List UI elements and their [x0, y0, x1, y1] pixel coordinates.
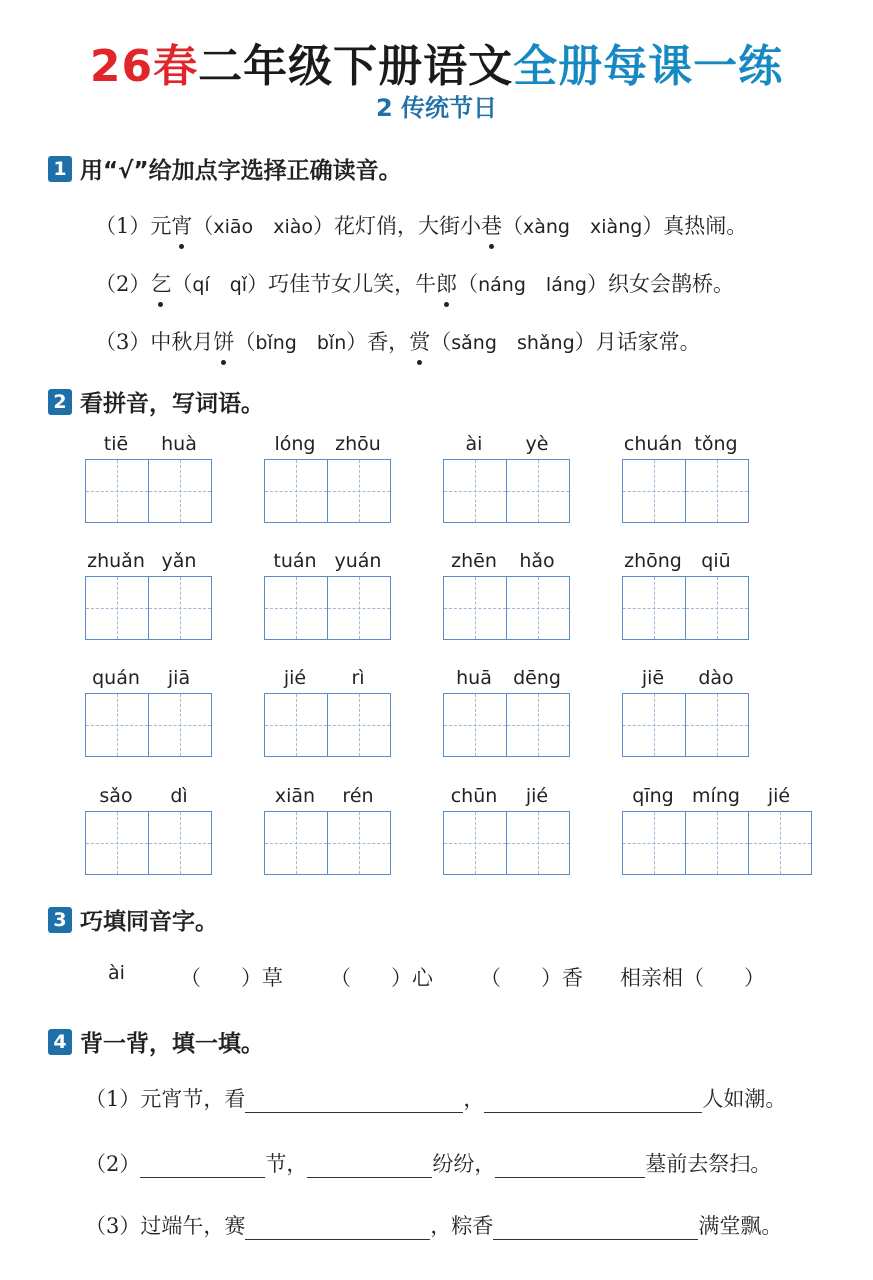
title-year: 26春 [89, 41, 199, 92]
page-title [0, 30, 873, 94]
dotted-char: 赏 [409, 326, 430, 356]
tianzige-boxes [443, 576, 570, 640]
pinyin-label: huā [456, 667, 492, 689]
pinyin-label: lóng [274, 433, 316, 455]
tianzige-boxes [85, 576, 212, 640]
tianzige-boxes [85, 459, 212, 523]
homophone-item[interactable]: （ ）心 [330, 966, 434, 990]
answer-blank[interactable] [495, 1155, 645, 1178]
pinyin-label: jié [767, 785, 791, 807]
lesson-title: 2 传统节日 [375, 94, 498, 122]
section-4-heading [48, 1025, 264, 1058]
section-heading-text: 巧填同音字。 [80, 909, 218, 935]
tianzige-cell[interactable] [444, 577, 507, 639]
tianzige-cell[interactable] [686, 694, 748, 756]
pinyin-label: qīng [632, 785, 674, 807]
pinyin-option[interactable]: bǐng [255, 332, 297, 354]
tianzige-boxes [443, 459, 570, 523]
pinyin-label: chuán [623, 433, 683, 455]
tianzige-cell[interactable] [686, 577, 748, 639]
tianzige-cell[interactable] [444, 812, 507, 874]
answer-blank[interactable] [307, 1155, 432, 1178]
tianzige-boxes [85, 693, 212, 757]
tianzige-boxes [622, 811, 812, 875]
recite-line-1: （1）元宵节，看 ， 人如潮。 [85, 1087, 787, 1111]
section-heading-text: 背一背，填一填。 [80, 1031, 264, 1057]
pinyin-option[interactable]: qǐ [229, 274, 248, 296]
pinyin-label: quán [92, 667, 140, 689]
title-series: 全册每课一练 [513, 41, 784, 92]
question-line-1: （1）元宵（xiāo xiào）花灯俏，大街小巷（xàng xiàng）真热闹。 [95, 210, 747, 240]
section-number-badge: 3 [48, 907, 72, 933]
section-number-badge: 4 [48, 1029, 72, 1055]
tianzige-cell[interactable] [444, 694, 507, 756]
question-line-2: （2）乞（qí qǐ）巧佳节女儿笑，牛郎（náng láng）织女会鹊桥。 [95, 268, 734, 298]
tianzige-boxes [443, 693, 570, 757]
tianzige-boxes [622, 693, 749, 757]
dotted-char: 乞 [150, 268, 171, 298]
pinyin-label: rì [351, 667, 365, 689]
section-1-heading [48, 152, 402, 185]
pinyin-option[interactable]: shǎng [516, 332, 575, 354]
section-heading-text: 用“√”给加点字选择正确读音。 [80, 158, 402, 184]
pinyin-option[interactable]: xiàng [590, 216, 643, 238]
tianzige-boxes [264, 693, 391, 757]
pinyin-label: zhuǎn [87, 550, 145, 572]
pinyin-option[interactable]: xiāo [213, 216, 254, 238]
tianzige-boxes [443, 811, 570, 875]
tianzige-cell[interactable] [623, 694, 686, 756]
pinyin-label: yǎn [161, 550, 197, 572]
pinyin-option[interactable]: láng [545, 274, 587, 296]
tianzige-cell[interactable] [686, 812, 749, 874]
tianzige-boxes [622, 576, 749, 640]
section-number-badge: 2 [48, 389, 72, 415]
dotted-char: 巷 [481, 210, 502, 240]
recite-line-2: （2） 节， 纷纷， 墓前去祭扫。 [85, 1152, 772, 1176]
tianzige-cell[interactable] [149, 577, 211, 639]
tianzige-cell[interactable] [623, 460, 686, 522]
pinyin-label: hǎo [519, 550, 555, 572]
homophone-row [108, 962, 808, 992]
pinyin-label: rén [342, 785, 374, 807]
tianzige-cell[interactable] [86, 812, 149, 874]
section-3-heading [48, 903, 218, 936]
tianzige-cell[interactable] [265, 694, 328, 756]
pinyin-label: jiē [641, 667, 665, 689]
pinyin-option[interactable]: sǎng [451, 332, 497, 354]
tianzige-cell[interactable] [149, 694, 211, 756]
tianzige-cell[interactable] [265, 577, 328, 639]
answer-blank[interactable] [484, 1090, 702, 1113]
tianzige-cell[interactable] [328, 812, 390, 874]
pinyin-label: jié [283, 667, 307, 689]
pinyin-label: tuán [273, 550, 317, 572]
tianzige-cell[interactable] [328, 577, 390, 639]
pinyin-label: jiā [167, 667, 191, 689]
homophone-item[interactable]: （ ）香 [480, 966, 584, 990]
tianzige-cell[interactable] [149, 812, 211, 874]
pinyin-option[interactable]: qí [192, 274, 210, 296]
pinyin-label: dēng [513, 667, 561, 689]
pinyin-label: huà [161, 433, 197, 455]
pinyin-label: zhōng [624, 550, 682, 572]
pinyin-label: dì [170, 785, 188, 807]
question-line-3: （3）中秋月饼（bǐng bǐn）香，赏（sǎng shǎng）月话家常。 [95, 326, 701, 356]
tianzige-cell[interactable] [507, 577, 569, 639]
recite-line-3: （3）过端午，赛 ，粽香 满堂飘。 [85, 1214, 783, 1238]
tianzige-cell[interactable] [86, 460, 149, 522]
tianzige-cell[interactable] [749, 812, 811, 874]
pinyin-label: míng [692, 785, 740, 807]
pinyin-option[interactable]: xàng [523, 216, 570, 238]
tianzige-cell[interactable] [265, 460, 328, 522]
tianzige-cell[interactable] [507, 812, 569, 874]
tianzige-cell[interactable] [623, 577, 686, 639]
tianzige-cell[interactable] [86, 577, 149, 639]
pinyin-label: zhōu [335, 433, 381, 455]
section-heading-text: 看拼音，写词语。 [80, 391, 264, 417]
tianzige-cell[interactable] [328, 460, 390, 522]
tianzige-boxes [85, 811, 212, 875]
answer-blank[interactable] [140, 1155, 265, 1178]
pinyin-label: yuán [334, 550, 382, 572]
tianzige-cell[interactable] [686, 460, 748, 522]
tianzige-boxes [264, 459, 391, 523]
pinyin-label: yè [525, 433, 549, 455]
tianzige-cell[interactable] [623, 812, 686, 874]
tianzige-cell[interactable] [265, 812, 328, 874]
answer-blank[interactable] [245, 1217, 430, 1240]
tianzige-boxes [622, 459, 749, 523]
pinyin-option[interactable]: xiào [273, 216, 313, 238]
tianzige-boxes [264, 811, 391, 875]
tianzige-cell[interactable] [444, 460, 507, 522]
dotted-char: 郎 [436, 268, 457, 298]
tianzige-cell[interactable] [328, 694, 390, 756]
pinyin-label: tǒng [694, 433, 738, 455]
homophone-item[interactable]: （ ）草 [180, 966, 284, 990]
pinyin-label: xiān [274, 785, 316, 807]
pinyin-label: jié [525, 785, 549, 807]
pinyin-label: chūn [450, 785, 498, 807]
pinyin-option[interactable]: bǐn [316, 332, 347, 354]
section-number-badge: 1 [48, 156, 72, 182]
pinyin-label: tiē [103, 433, 129, 455]
pinyin-label: ài [465, 433, 483, 455]
tianzige-cell[interactable] [507, 460, 569, 522]
pinyin-label: zhēn [451, 550, 497, 572]
pinyin-option[interactable]: náng [478, 274, 526, 296]
tianzige-cell[interactable] [149, 460, 211, 522]
tianzige-cell[interactable] [507, 694, 569, 756]
dotted-char: 宵 [171, 210, 192, 240]
pinyin-label: qiū [701, 550, 731, 572]
title-grade: 二年级下册语文 [198, 41, 514, 92]
tianzige-boxes [264, 576, 391, 640]
answer-blank[interactable] [493, 1217, 698, 1240]
dotted-char: 饼 [213, 326, 234, 356]
homophone-item[interactable]: 相亲相（ ） [620, 966, 766, 990]
pinyin-label: sǎo [99, 785, 133, 807]
answer-blank[interactable] [245, 1090, 463, 1113]
tianzige-cell[interactable] [86, 694, 149, 756]
section-2-heading [48, 385, 264, 418]
pinyin-label: dào [698, 667, 734, 689]
homophone-pinyin: ài [108, 962, 125, 984]
